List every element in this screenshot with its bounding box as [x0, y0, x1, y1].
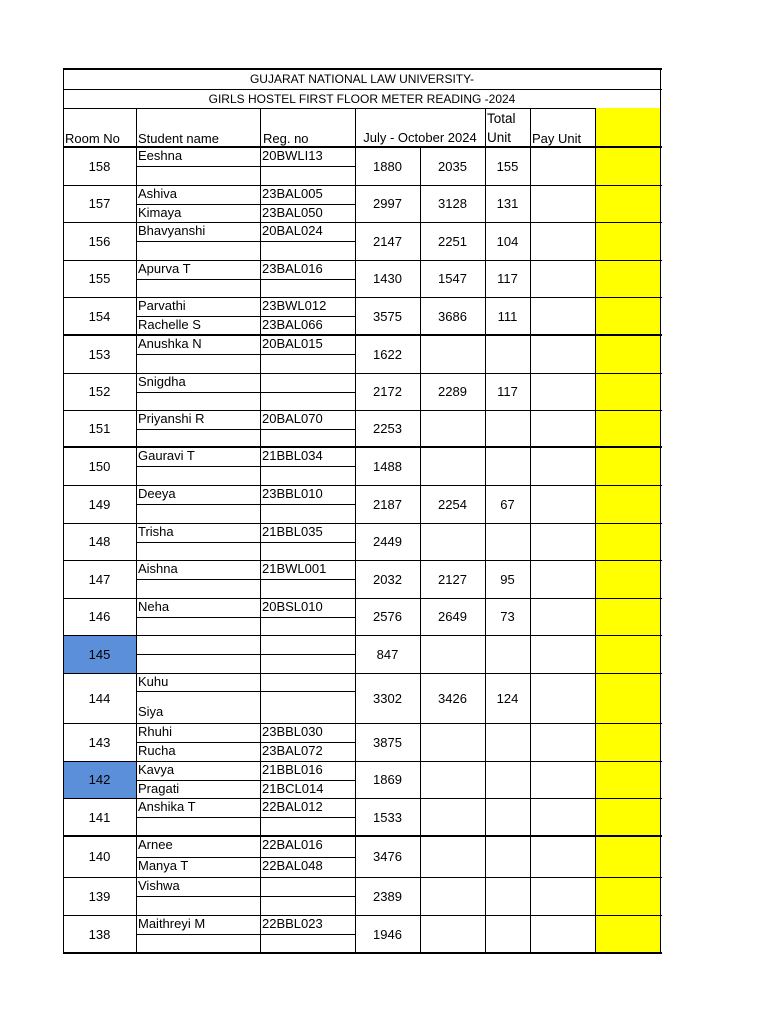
student-name: Eeshna — [138, 148, 183, 163]
grid-line — [136, 857, 356, 858]
rs-column-fill — [595, 108, 661, 953]
student-name: Siya — [138, 704, 164, 719]
grid-line — [355, 108, 356, 954]
grid-line — [63, 410, 662, 411]
october-reading: 2127 — [438, 571, 467, 587]
october-reading: 3686 — [438, 308, 467, 324]
student-name: Gauravi T — [138, 448, 195, 463]
grid-line — [136, 466, 356, 467]
student-name: Bhavyanshi — [138, 223, 206, 238]
grid-line — [63, 523, 662, 524]
october-reading — [420, 836, 485, 877]
reg-number: 20BAL070 — [262, 411, 323, 426]
room-number: 140 — [88, 849, 111, 864]
july-reading: 847 — [376, 646, 399, 662]
grid-line — [136, 108, 137, 954]
july-reading: 1869 — [373, 772, 402, 787]
reg-number: 22BAL016 — [262, 837, 323, 852]
total-unit — [485, 635, 530, 673]
total-unit — [485, 761, 530, 798]
total-unit: 117 — [497, 384, 518, 399]
total-unit — [485, 410, 530, 447]
student-name: Manya T — [138, 858, 189, 873]
grid-line — [136, 780, 356, 781]
grid-line — [660, 69, 661, 954]
room-number: 143 — [88, 734, 111, 750]
october-reading: 2251 — [438, 233, 467, 249]
grid-line — [63, 877, 662, 878]
total-unit: 95 — [500, 571, 515, 587]
total-unit — [485, 836, 530, 877]
room-number: 147 — [88, 571, 111, 587]
student-name: Ashiva — [138, 186, 178, 201]
sheet-subtitle: GIRLS HOSTEL FIRST FLOOR METER READING -2024 — [208, 91, 516, 106]
grid-line — [136, 429, 356, 430]
grid-line — [136, 742, 356, 743]
student-name: Priyanshi R — [138, 411, 205, 426]
room-number: 150 — [88, 458, 111, 474]
july-reading: 1622 — [373, 346, 402, 362]
october-reading: 2035 — [438, 158, 467, 174]
reg-number: 20BWLI13 — [262, 148, 323, 163]
total-unit: 104 — [496, 233, 519, 249]
student-name: Apurva T — [138, 261, 191, 276]
grid-line — [136, 579, 356, 580]
reg-number: 23BAL050 — [262, 205, 323, 220]
total-unit — [485, 915, 530, 953]
grid-line — [530, 108, 531, 954]
grid-line — [136, 316, 356, 317]
student-name: Deeya — [138, 486, 176, 501]
grid-line — [136, 817, 356, 818]
july-reading: 2389 — [373, 888, 402, 904]
reg-number: 22BAL012 — [262, 799, 323, 814]
july-reading: 2147 — [373, 233, 402, 249]
july-reading: 1946 — [373, 926, 402, 942]
grid-line — [63, 915, 662, 916]
room-number: 148 — [88, 534, 111, 549]
july-reading: 1430 — [373, 271, 402, 286]
student-name: Parvathi — [138, 298, 186, 313]
october-reading: 2254 — [438, 496, 467, 512]
october-reading: 3128 — [438, 196, 467, 211]
october-reading — [420, 915, 485, 953]
october-reading — [420, 335, 485, 373]
total-unit — [485, 335, 530, 373]
grid-line — [136, 279, 356, 280]
room-number: 144 — [88, 690, 111, 706]
sheet-title: GUJARAT NATIONAL LAW UNIVERSITY- — [249, 72, 475, 86]
header-total-unit: Total Unit — [487, 111, 516, 145]
grid-line — [136, 354, 356, 355]
room-number: 158 — [88, 158, 111, 174]
grid-line — [63, 222, 662, 223]
header-reg-no: Reg. no — [263, 130, 309, 146]
student-name: Anushka N — [138, 336, 202, 351]
july-reading: 2187 — [373, 496, 402, 512]
student-name: Vishwa — [138, 878, 180, 893]
reg-number: 21BBL034 — [262, 448, 323, 463]
room-number: 151 — [88, 421, 111, 436]
grid-line — [63, 446, 662, 448]
student-name: Rucha — [138, 743, 176, 758]
total-unit: 155 — [496, 158, 519, 174]
october-reading — [420, 523, 485, 560]
grid-line — [63, 761, 662, 762]
october-reading — [420, 761, 485, 798]
reg-number: 23BWL012 — [262, 298, 327, 313]
total-unit: 73 — [500, 609, 515, 624]
grid-line — [63, 108, 596, 109]
header-student-name: Student name — [138, 130, 219, 146]
reg-number: 20BAL015 — [262, 336, 323, 351]
grid-line — [63, 146, 662, 148]
grid-line — [63, 297, 662, 298]
july-reading: 2576 — [373, 609, 402, 624]
room-number: 141 — [88, 809, 111, 825]
room-number: 142 — [88, 772, 111, 787]
grid-line — [485, 108, 486, 954]
october-reading — [420, 877, 485, 915]
grid-line — [63, 68, 662, 70]
july-reading: 2172 — [373, 384, 402, 399]
grid-line — [136, 617, 356, 618]
grid-line — [136, 166, 356, 167]
reg-number: 22BBL023 — [262, 916, 323, 931]
reg-number: 21BBL035 — [262, 524, 323, 539]
grid-line — [63, 635, 662, 636]
october-reading: 2289 — [438, 384, 467, 399]
student-name: Maithreyi M — [138, 916, 206, 931]
reg-number: 23BAL005 — [262, 186, 323, 201]
room-number: 152 — [88, 384, 111, 399]
july-reading: 2253 — [373, 421, 402, 436]
grid-line — [136, 934, 356, 935]
student-name: Kuhu — [138, 674, 169, 689]
student-name: Neha — [138, 599, 170, 614]
grid-line — [136, 691, 356, 692]
grid-line — [63, 835, 662, 837]
total-unit — [485, 523, 530, 560]
total-unit — [485, 877, 530, 915]
grid-line — [63, 560, 662, 561]
header-room-no: Room No — [65, 130, 120, 146]
grid-line — [63, 598, 662, 599]
room-number: 153 — [88, 346, 111, 362]
july-reading: 3875 — [373, 734, 402, 750]
room-number: 157 — [88, 196, 111, 211]
student-name: Kavya — [138, 762, 175, 777]
total-unit: 111 — [497, 308, 518, 324]
grid-line — [136, 896, 356, 897]
meter-reading-sheet — [63, 69, 661, 953]
student-name: Rhuhi — [138, 724, 172, 739]
room-number: 138 — [88, 926, 111, 942]
grid-line — [136, 241, 356, 242]
room-number: 146 — [88, 609, 111, 624]
room-number: 149 — [88, 496, 111, 512]
student-name: Snigdha — [138, 374, 186, 389]
room-number: 139 — [88, 888, 111, 904]
october-reading: 1547 — [438, 271, 467, 286]
room-number: 145 — [88, 646, 111, 662]
grid-line — [136, 542, 356, 543]
total-unit — [485, 447, 530, 485]
july-reading: 3476 — [373, 849, 402, 864]
grid-line — [63, 89, 662, 90]
grid-line — [63, 485, 662, 486]
room-number: 156 — [88, 233, 111, 249]
july-reading: 3575 — [373, 308, 402, 324]
july-reading: 1880 — [373, 158, 402, 174]
october-reading — [420, 635, 485, 673]
october-reading: 3426 — [438, 690, 467, 706]
reg-number: 23BBL010 — [262, 486, 323, 501]
reg-number: 23BAL072 — [262, 743, 323, 758]
july-reading: 1533 — [373, 809, 402, 825]
total-unit: 67 — [500, 496, 515, 512]
grid-line — [63, 373, 662, 374]
student-name: Rachelle S — [138, 317, 201, 332]
student-name: Arnee — [138, 837, 173, 852]
july-reading: 2997 — [373, 196, 402, 211]
student-name: Pragati — [138, 781, 180, 796]
total-unit: 117 — [497, 271, 518, 286]
reg-number: 23BAL066 — [262, 317, 323, 332]
grid-line — [63, 260, 662, 261]
july-reading: 1488 — [373, 458, 402, 474]
total-unit: 124 — [496, 690, 519, 706]
july-reading: 2449 — [373, 534, 402, 549]
total-unit — [485, 798, 530, 836]
reg-number: 21BCL014 — [262, 781, 324, 796]
student-name: Kimaya — [138, 205, 182, 220]
october-reading — [420, 410, 485, 447]
total-unit — [485, 723, 530, 761]
grid-line — [136, 204, 356, 205]
grid-line — [595, 108, 596, 954]
room-number: 154 — [88, 308, 111, 324]
grid-line — [136, 654, 356, 655]
october-reading — [420, 447, 485, 485]
reg-number: 20BAL024 — [262, 223, 323, 238]
october-reading — [420, 798, 485, 836]
grid-line — [63, 798, 662, 799]
october-reading: 2649 — [438, 609, 467, 624]
grid-line — [420, 147, 421, 954]
header-pay-unit: Pay Unit — [532, 130, 582, 146]
header-period: July - October 2024 — [363, 129, 477, 145]
reg-number: 20BSL010 — [262, 599, 323, 614]
grid-line — [63, 334, 662, 336]
grid-line — [136, 504, 356, 505]
reg-number: 21BBL016 — [262, 762, 323, 777]
grid-line — [63, 69, 64, 954]
reg-number: 23BAL016 — [262, 261, 323, 276]
july-reading: 3302 — [373, 690, 402, 706]
reg-number: 21BWL001 — [262, 561, 327, 576]
grid-line — [63, 952, 662, 954]
student-name: Anshika T — [138, 799, 196, 814]
reg-number: 23BBL030 — [262, 724, 323, 739]
room-number: 155 — [88, 271, 111, 286]
total-unit: 131 — [496, 196, 519, 211]
july-reading: 2032 — [373, 571, 402, 587]
student-name: Trisha — [138, 524, 174, 539]
grid-line — [63, 723, 662, 724]
grid-line — [63, 185, 662, 186]
grid-line — [136, 392, 356, 393]
grid-line — [63, 673, 662, 674]
reg-number: 22BAL048 — [262, 858, 323, 873]
grid-line — [260, 108, 261, 954]
october-reading — [420, 723, 485, 761]
student-name: Aishna — [138, 561, 178, 576]
